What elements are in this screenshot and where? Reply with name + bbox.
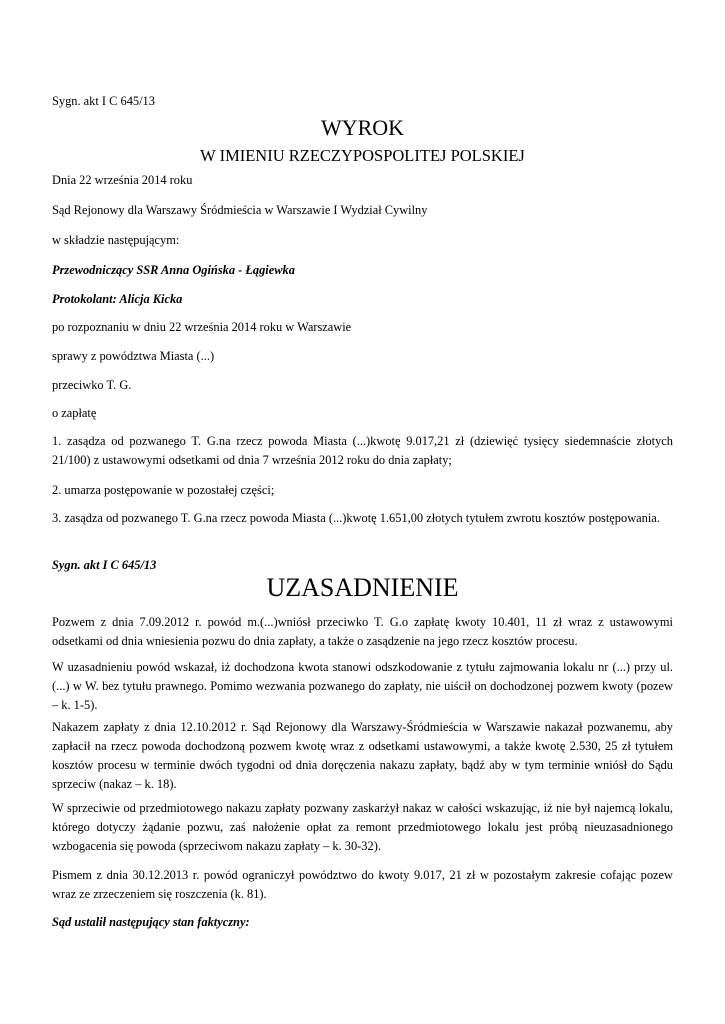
case-signature-top: Sygn. akt I C 645/13 [52,94,155,108]
ruling-item-2: 2. umarza postępowanie w pozostałej części; [52,483,275,497]
justification-title: UZASADNIENIE [266,573,459,602]
ruling-item-3: 3. zasądza od pozwanego T. G.na rzecz powoda Miasta (...)kwotę 1.651,00 złotych tytułem zwrotu kosztów postępowania. [52,511,660,525]
justification-signature: Sygn. akt I C 645/13 [52,558,157,572]
judgment-date: Dnia 22 września 2014 roku [52,173,193,187]
justification-paragraph-4: W sprzeciwie od przedmiotowego nakazu zapłaty pozwany zaskarżył nakaz w całości wskazując, iż nie był najemcą lokalu, którego dotyczy żądanie pozwu, zaś nałożenie opłat za remont przedmiotowego lokalu jest próbą nieuzasadnionego wzbogacenia się powoda (sprzeciwom nakazu zapłaty – k. 30-32). [52,801,673,853]
court-clerk: Protokolant: Alicja Kicka [52,292,183,306]
justification-paragraph-3: Nakazem zapłaty z dnia 12.10.2012 r. Sąd Rejonowy dla Warszawy-Śródmieścia w Warszawie nakazał pozwanemu, aby zapłacił na rzecz powoda dochodzoną pozwem kwotę wraz z odsetkami ustawowymi, a także kwotę 2.530, 25 zł tytułem kosztów procesu w terminie dwóch tygodni od dnia doręczenia nakazu zapłaty, bądź aby w tym terminie wniósł do Sądu sprzeciw (nakaz – k. 18). [52,720,673,791]
judgment-title: WYROK [320,115,405,140]
case-line: sprawy z powództwa Miasta (...) [52,349,215,363]
justification-paragraph-1: Pozwem z dnia 7.09.2012 r. powód m.(...)wniósł przeciwko T. G.o zapłatę kwoty 10.401, 11 zł wraz z ustawowymi odsetkami od dnia wniesienia pozwu do dnia zapłaty, a także o zasądzenie na jego rzecz kosztów procesu. [52,615,673,648]
court-name: Sąd Rejonowy dla Warszawy Śródmieścia w Warszawie I Wydział Cywilny [52,203,428,217]
subject-line: o zapłatę [52,406,97,420]
justification-paragraph-5: Pismem z dnia 30.12.2013 r. powód ograniczył powództwo do kwoty 9.017, 21 zł w pozostałym zakresie cofając pozew wraz ze zrzeczeniem się roszczenia (k. 81). [52,868,673,901]
presiding-judge: Przewodniczący SSR Anna Ogińska - Łągiewka [52,263,295,277]
hearing-line: po rozpoznaniu w dniu 22 września 2014 roku w Warszawie [52,320,352,334]
judgment-subtitle: W IMIENIU RZECZYPOSPOLITEJ POLSKIEJ [200,146,525,165]
facts-heading: Sąd ustalił następujący stan faktyczny: [52,915,250,929]
against-line: przeciwko T. G. [52,378,132,392]
composition-line: w składzie następującym: [52,233,180,247]
justification-paragraph-2: W uzasadnieniu powód wskazał, iż dochodzona kwota stanowi odszkodowanie z tytułu zajmowania lokalu nr (...) przy ul. (...) w W. bez tytułu prawnego. Pomimo wezwania pozwanego do zapłaty, nie uiścił on dochodzonej pozwem kwoty (pozew – k. 1-5). [52,660,673,712]
ruling-item-1: 1. zasądza od pozwanego T. G.na rzecz powoda Miasta (...)kwotę 9.017,21 zł (dziewięć tysięcy siedemnaście złotych 21/100) z ustawowymi odsetkami od dnia 7 września 2012 roku do dnia zapłaty; [52,434,673,467]
